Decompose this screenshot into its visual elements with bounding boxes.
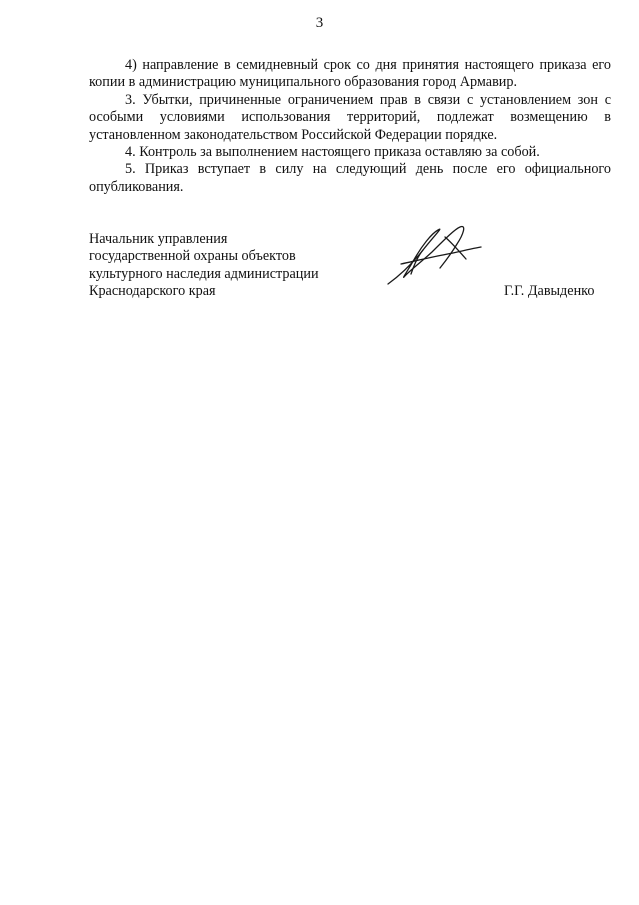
paragraph-item-4-direction: 4) направление в семидневный срок со дня принятия настоящего приказа его копии в администрацию муниципального образования город Армавир.: [89, 57, 611, 91]
signer-position-line: Краснодарского края: [89, 283, 216, 300]
paragraph-losses-compensation: 3. Убытки, причиненные ограничением прав в связи с установлением зон с особыми условиями использования территорий, подлежат возмещению в установленном законодательством Российской Федерации порядке.: [89, 91, 611, 143]
signer-name: Г.Г. Давыденко: [504, 283, 595, 299]
handwritten-signature-icon: [384, 218, 484, 290]
paragraph-entry-into-force: 5. Приказ вступает в силу на следующий день после его официального опубликования.: [89, 161, 611, 195]
page-number: 3: [315, 15, 324, 31]
document-body: [89, 57, 611, 196]
signer-position: [89, 231, 349, 301]
signer-position-line: Начальник управления: [89, 231, 228, 247]
signer-position-line: культурного наследия администрации: [89, 265, 319, 282]
signer-position-line: государственной охраны объектов: [89, 248, 296, 265]
paragraph-control: 4. Контроль за выполнением настоящего приказа оставляю за собой.: [125, 144, 540, 161]
